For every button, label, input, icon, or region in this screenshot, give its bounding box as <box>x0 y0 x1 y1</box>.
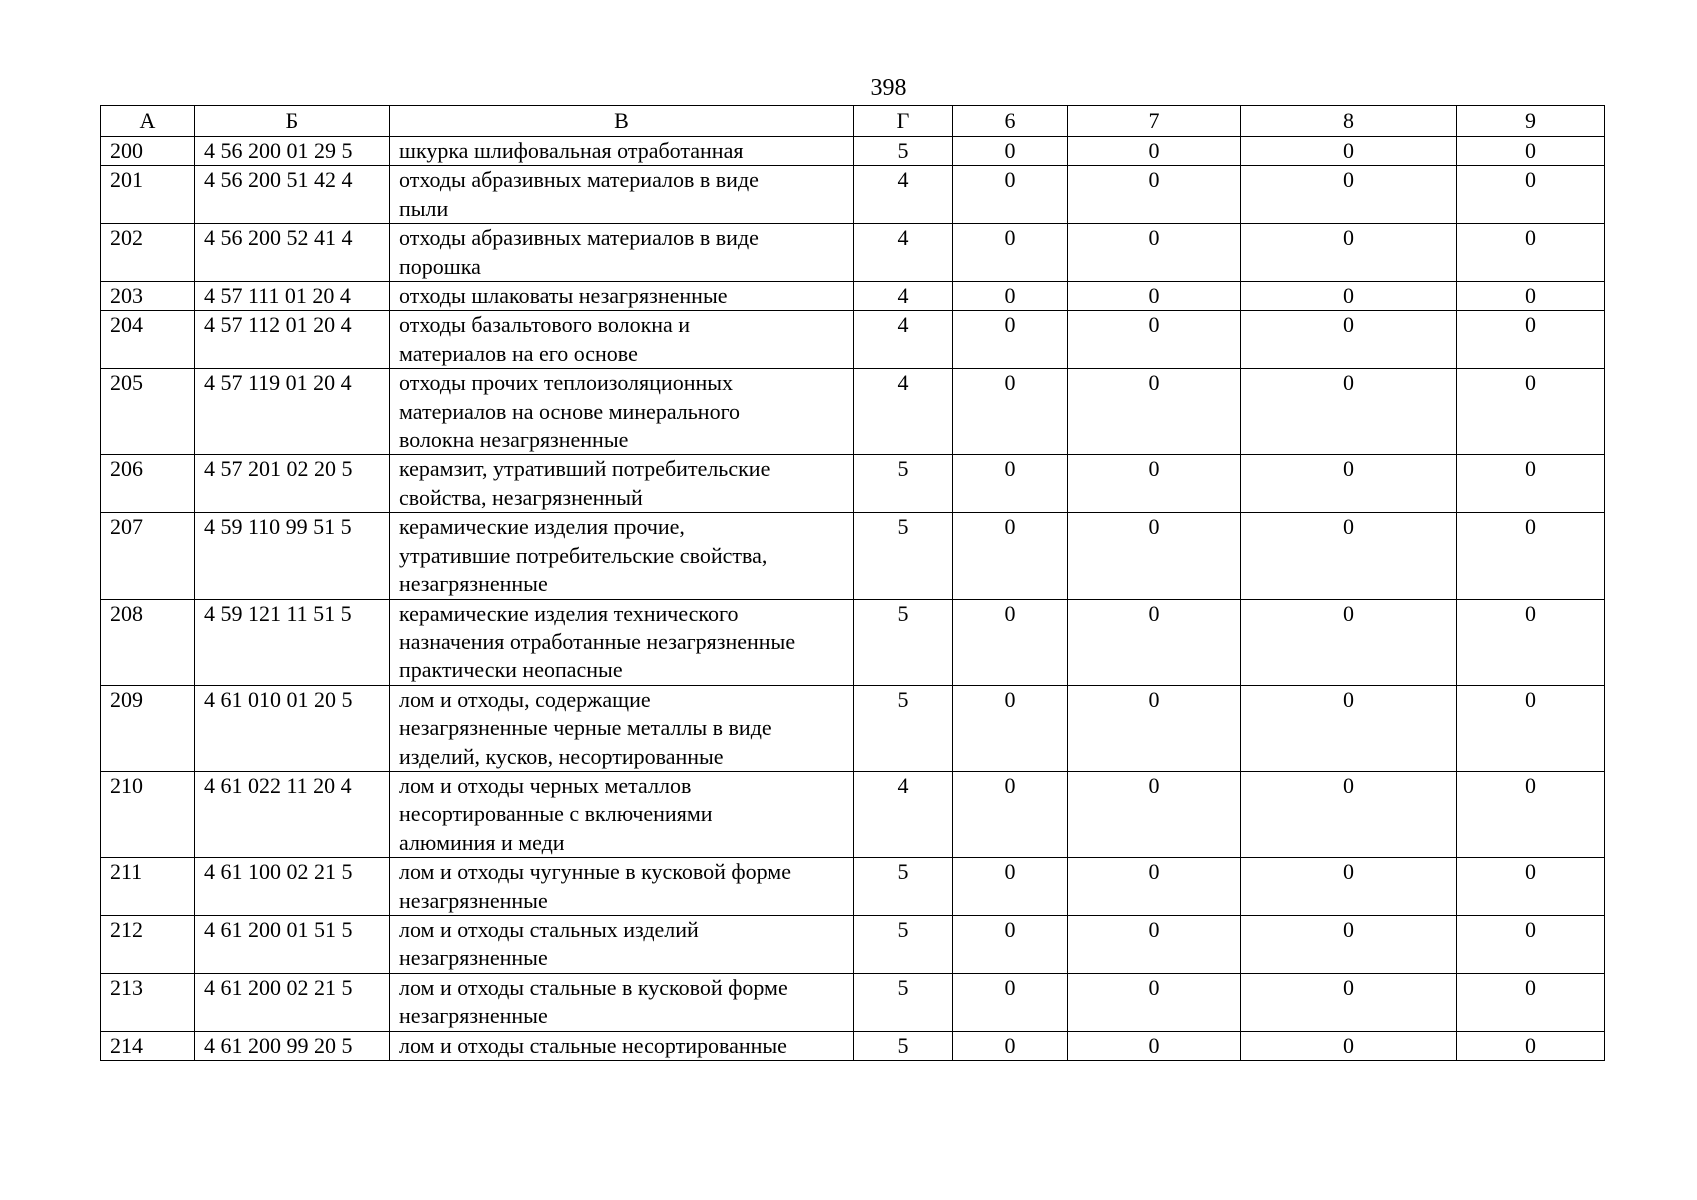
waste-code: 4 61 100 02 21 5 <box>195 858 390 916</box>
page-number: 398 <box>870 75 907 101</box>
value-col-9: 0 <box>1457 599 1605 685</box>
waste-description: отходы базальтового волокна и материалов на его основе <box>390 311 854 369</box>
waste-code: 4 61 010 01 20 5 <box>195 685 390 771</box>
table-row <box>101 311 1605 369</box>
hazard-class: 4 <box>854 311 953 369</box>
waste-description: лом и отходы стальных изделий незагрязненные <box>390 915 854 973</box>
hazard-class: 4 <box>854 166 953 224</box>
value-col-6: 0 <box>953 282 1068 311</box>
value-col-8: 0 <box>1241 369 1457 455</box>
waste-description: керамические изделия технического назначения отработанные незагрязненные практически неопасные <box>390 599 854 685</box>
value-col-9: 0 <box>1457 166 1605 224</box>
value-col-8: 0 <box>1241 513 1457 599</box>
table-row <box>101 166 1605 224</box>
waste-description: лом и отходы стальные в кусковой форме незагрязненные <box>390 973 854 1031</box>
table-row <box>101 685 1605 771</box>
waste-description: шкурка шлифовальная отработанная <box>390 137 854 166</box>
hazard-class: 4 <box>854 224 953 282</box>
waste-description: керамзит, утративший потребительские свойства, незагрязненный <box>390 455 854 513</box>
row-number: 214 <box>101 1031 195 1060</box>
hazard-class: 5 <box>854 915 953 973</box>
value-col-7: 0 <box>1068 166 1241 224</box>
value-col-8: 0 <box>1241 599 1457 685</box>
waste-description: отходы прочих теплоизоляционных материалов на основе минерального волокна незагрязненные <box>390 369 854 455</box>
value-col-7: 0 <box>1068 1031 1241 1060</box>
value-col-6: 0 <box>953 455 1068 513</box>
value-col-8: 0 <box>1241 915 1457 973</box>
table-row <box>101 513 1605 599</box>
waste-description: лом и отходы, содержащие незагрязненные черные металлы в виде изделий, кусков, несортированные <box>390 685 854 771</box>
value-col-7: 0 <box>1068 282 1241 311</box>
value-col-7: 0 <box>1068 369 1241 455</box>
hazard-class: 5 <box>854 1031 953 1060</box>
table-row <box>101 455 1605 513</box>
waste-code: 4 57 111 01 20 4 <box>195 282 390 311</box>
value-col-9: 0 <box>1457 858 1605 916</box>
value-col-7: 0 <box>1068 771 1241 857</box>
value-col-7: 0 <box>1068 224 1241 282</box>
waste-code: 4 57 112 01 20 4 <box>195 311 390 369</box>
waste-description: лом и отходы чугунные в кусковой форме незагрязненные <box>390 858 854 916</box>
value-col-6: 0 <box>953 771 1068 857</box>
hazard-class: 5 <box>854 455 953 513</box>
waste-description: отходы абразивных материалов в виде пыли <box>390 166 854 224</box>
hazard-class: 4 <box>854 771 953 857</box>
table-row <box>101 137 1605 166</box>
table-row <box>101 973 1605 1031</box>
waste-description: отходы шлаковаты незагрязненные <box>390 282 854 311</box>
value-col-8: 0 <box>1241 137 1457 166</box>
table-row <box>101 1031 1605 1060</box>
row-number: 209 <box>101 685 195 771</box>
hazard-class: 5 <box>854 513 953 599</box>
header-col-a: А <box>101 106 195 137</box>
row-number: 200 <box>101 137 195 166</box>
value-col-8: 0 <box>1241 858 1457 916</box>
row-number: 206 <box>101 455 195 513</box>
value-col-7: 0 <box>1068 137 1241 166</box>
value-col-7: 0 <box>1068 685 1241 771</box>
waste-code: 4 56 200 01 29 5 <box>195 137 390 166</box>
value-col-6: 0 <box>953 915 1068 973</box>
row-number: 211 <box>101 858 195 916</box>
value-col-8: 0 <box>1241 455 1457 513</box>
waste-code: 4 59 110 99 51 5 <box>195 513 390 599</box>
value-col-9: 0 <box>1457 282 1605 311</box>
value-col-6: 0 <box>953 685 1068 771</box>
table-row <box>101 282 1605 311</box>
value-col-6: 0 <box>953 513 1068 599</box>
table-row <box>101 915 1605 973</box>
hazard-class: 4 <box>854 369 953 455</box>
value-col-8: 0 <box>1241 973 1457 1031</box>
header-col-b: Б <box>195 106 390 137</box>
row-number: 204 <box>101 311 195 369</box>
waste-code: 4 57 119 01 20 4 <box>195 369 390 455</box>
row-number: 208 <box>101 599 195 685</box>
row-number: 213 <box>101 973 195 1031</box>
row-number: 203 <box>101 282 195 311</box>
value-col-6: 0 <box>953 311 1068 369</box>
waste-description: лом и отходы черных металлов несортированные с включениями алюминия и меди <box>390 771 854 857</box>
waste-code: 4 61 200 99 20 5 <box>195 1031 390 1060</box>
table-row <box>101 599 1605 685</box>
value-col-9: 0 <box>1457 455 1605 513</box>
waste-code: 4 61 022 11 20 4 <box>195 771 390 857</box>
value-col-6: 0 <box>953 599 1068 685</box>
table-row <box>101 771 1605 857</box>
row-number: 207 <box>101 513 195 599</box>
value-col-9: 0 <box>1457 513 1605 599</box>
waste-code: 4 56 200 52 41 4 <box>195 224 390 282</box>
value-col-7: 0 <box>1068 915 1241 973</box>
value-col-9: 0 <box>1457 771 1605 857</box>
row-number: 202 <box>101 224 195 282</box>
table-header-row <box>101 106 1605 137</box>
hazard-class: 5 <box>854 858 953 916</box>
header-col-9: 9 <box>1457 106 1605 137</box>
header-col-7: 7 <box>1068 106 1241 137</box>
value-col-6: 0 <box>953 858 1068 916</box>
table-row <box>101 369 1605 455</box>
header-col-g: Г <box>854 106 953 137</box>
header-col-6: 6 <box>953 106 1068 137</box>
hazard-class: 5 <box>854 137 953 166</box>
hazard-class: 4 <box>854 282 953 311</box>
value-col-6: 0 <box>953 137 1068 166</box>
value-col-8: 0 <box>1241 771 1457 857</box>
waste-description: лом и отходы стальные несортированные <box>390 1031 854 1060</box>
value-col-9: 0 <box>1457 311 1605 369</box>
value-col-8: 0 <box>1241 282 1457 311</box>
value-col-8: 0 <box>1241 166 1457 224</box>
value-col-7: 0 <box>1068 455 1241 513</box>
value-col-9: 0 <box>1457 369 1605 455</box>
value-col-6: 0 <box>953 166 1068 224</box>
value-col-6: 0 <box>953 973 1068 1031</box>
value-col-8: 0 <box>1241 1031 1457 1060</box>
row-number: 201 <box>101 166 195 224</box>
hazard-class: 5 <box>854 685 953 771</box>
row-number: 205 <box>101 369 195 455</box>
waste-description: керамические изделия прочие, утратившие потребительские свойства, незагрязненные <box>390 513 854 599</box>
value-col-7: 0 <box>1068 858 1241 916</box>
row-number: 210 <box>101 771 195 857</box>
value-col-7: 0 <box>1068 973 1241 1031</box>
waste-description: отходы абразивных материалов в виде порошка <box>390 224 854 282</box>
table-row <box>101 858 1605 916</box>
hazard-class: 5 <box>854 973 953 1031</box>
value-col-8: 0 <box>1241 311 1457 369</box>
waste-table <box>100 105 1605 1061</box>
waste-code: 4 61 200 01 51 5 <box>195 915 390 973</box>
value-col-9: 0 <box>1457 1031 1605 1060</box>
value-col-6: 0 <box>953 369 1068 455</box>
waste-code: 4 59 121 11 51 5 <box>195 599 390 685</box>
value-col-8: 0 <box>1241 685 1457 771</box>
value-col-7: 0 <box>1068 311 1241 369</box>
value-col-9: 0 <box>1457 915 1605 973</box>
value-col-9: 0 <box>1457 685 1605 771</box>
value-col-9: 0 <box>1457 137 1605 166</box>
waste-code: 4 57 201 02 20 5 <box>195 455 390 513</box>
value-col-7: 0 <box>1068 513 1241 599</box>
value-col-8: 0 <box>1241 224 1457 282</box>
waste-code: 4 56 200 51 42 4 <box>195 166 390 224</box>
waste-code: 4 61 200 02 21 5 <box>195 973 390 1031</box>
value-col-6: 0 <box>953 1031 1068 1060</box>
value-col-9: 0 <box>1457 973 1605 1031</box>
row-number: 212 <box>101 915 195 973</box>
header-col-v: В <box>390 106 854 137</box>
table-row <box>101 224 1605 282</box>
header-col-8: 8 <box>1241 106 1457 137</box>
value-col-7: 0 <box>1068 599 1241 685</box>
hazard-class: 5 <box>854 599 953 685</box>
value-col-6: 0 <box>953 224 1068 282</box>
value-col-9: 0 <box>1457 224 1605 282</box>
